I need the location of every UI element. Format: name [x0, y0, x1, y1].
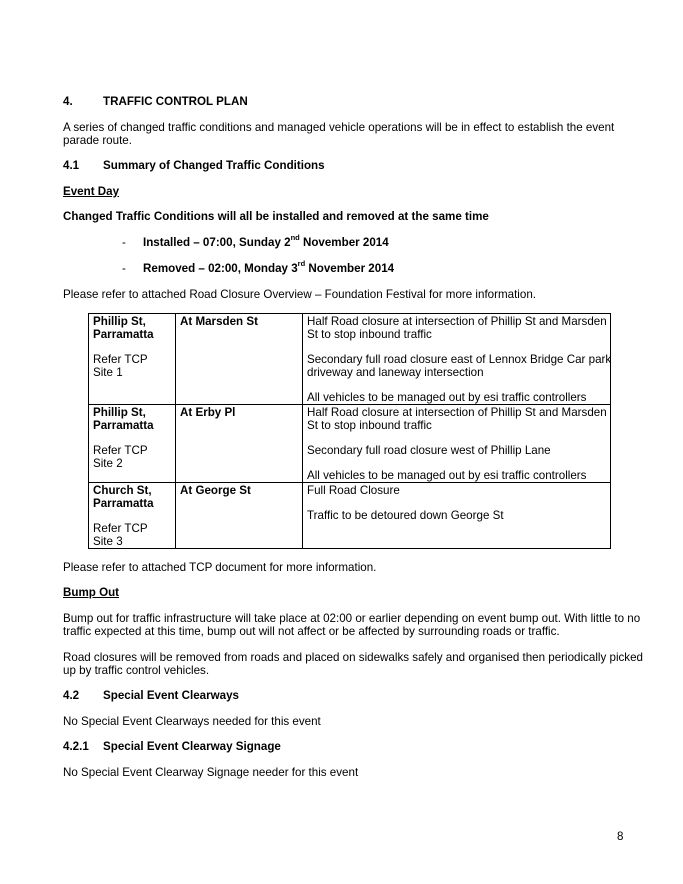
section-4-intro-line1: A series of changed traffic conditions and managed vehicle operations will be in effect to establish the event: [63, 121, 615, 134]
location-cell: Phillip St, Parramatta Refer TCP Site 1: [89, 314, 176, 405]
installed-text: Installed – 07:00, Sunday 2nd November 2014: [143, 233, 389, 249]
section-number: 4.2.1: [63, 740, 89, 753]
intersection-cell: At George St: [176, 483, 303, 549]
section-number: 4.1: [63, 159, 80, 172]
section-title: TRAFFIC CONTROL PLAN: [103, 95, 248, 108]
road-closure-refer-text: Please refer to attached Road Closure Overview – Foundation Festival for more information.: [63, 288, 536, 301]
bump-out-p1-line1: Bump out for traffic infrastructure will take place at 02:00 or earlier depending on event bump out. With little to no: [63, 612, 641, 625]
section-title: Special Event Clearway Signage: [103, 740, 281, 753]
section-title: Summary of Changed Traffic Conditions: [103, 159, 325, 172]
section-number: 4.2: [63, 689, 80, 702]
section-4-intro-line2: parade route.: [63, 134, 132, 147]
traffic-closures-table: [88, 313, 611, 549]
location-cell: Phillip St, Parramatta Refer TCP Site 2: [89, 405, 176, 483]
description-cell: Half Road closure at intersection of Phillip St and Marsden St to stop inbound traffic Secondary full road closure west of Phillip Lane All vehicles to be managed out by esi traffic controllers: [303, 405, 611, 483]
bump-out-p2-line1: Road closures will be removed from roads and placed on sidewalks safely and organised then periodically picked: [63, 651, 644, 664]
section-number: 4.: [63, 95, 73, 108]
bullet-dash: -: [122, 262, 126, 275]
description-cell: Half Road closure at intersection of Phillip St and Marsden St to stop inbound traffic Secondary full road closure east of Lennox Bridge Car park driveway and laneway intersection All vehicles to be managed out by esi traffic controllers: [303, 314, 611, 405]
bump-out-heading: Bump Out: [63, 586, 120, 599]
page-number: 8: [617, 830, 624, 843]
description-cell: Full Road Closure Traffic to be detoured down George St: [303, 483, 611, 549]
bump-out-p1-line2: traffic expected at this time, bump out will not affect or be affected by surrounding roads or traffic.: [63, 625, 560, 638]
intersection-cell: At Marsden St: [176, 314, 303, 405]
tcp-refer-text: Please refer to attached TCP document for more information.: [63, 561, 377, 574]
section-4-2-1-text: No Special Event Clearway Signage needer for this event: [63, 766, 359, 779]
table-row: [89, 405, 611, 483]
location-cell: Church St, Parramatta Refer TCP Site 3: [89, 483, 176, 549]
event-day-heading: Event Day: [63, 185, 120, 198]
section-title: Special Event Clearways: [103, 689, 239, 702]
bullet-dash: -: [122, 236, 126, 249]
table-row: [89, 483, 611, 549]
intersection-cell: At Erby Pl: [176, 405, 303, 483]
table-row: [89, 314, 611, 405]
bump-out-p2-line2: up by traffic control vehicles.: [63, 664, 210, 677]
event-day-subheading: Changed Traffic Conditions will all be installed and removed at the same time: [63, 210, 489, 223]
section-4-2-text: No Special Event Clearways needed for this event: [63, 715, 321, 728]
removed-text: Removed – 02:00, Monday 3rd November 2014: [143, 259, 395, 275]
